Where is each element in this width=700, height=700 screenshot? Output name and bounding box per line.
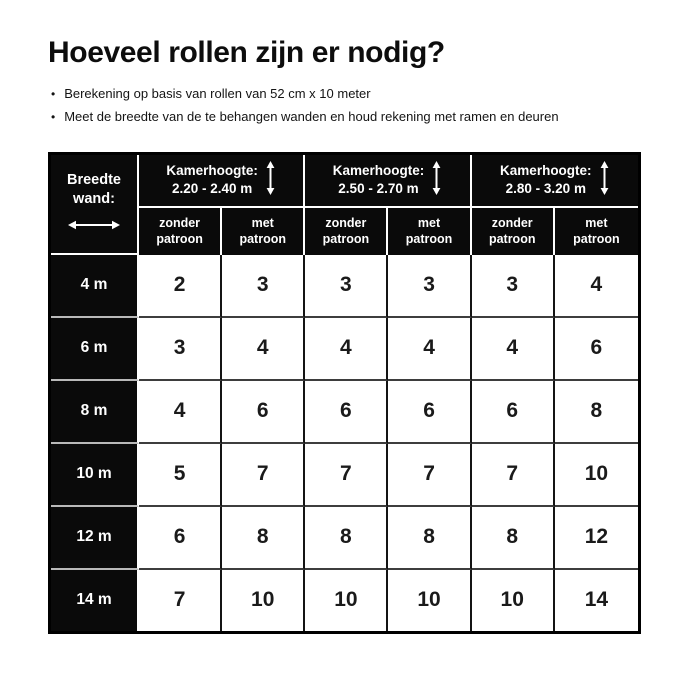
group-label-line2: 2.20 - 2.40 m: [171, 181, 253, 196]
group-label-line1: Kamerhoogte:: [500, 163, 592, 179]
value-cell: 6: [222, 381, 305, 444]
subheader-met-patroon: met patroon: [388, 208, 471, 255]
value-cell: 3: [305, 255, 388, 318]
table-row: [51, 444, 638, 507]
value-cell: 2: [139, 255, 222, 318]
value-cell: 10: [388, 570, 471, 631]
value-cell: 6: [305, 381, 388, 444]
left-right-arrow-icon: [51, 218, 137, 236]
up-down-arrow-icon: [431, 161, 442, 200]
up-down-arrow-icon: [599, 161, 610, 200]
group-label-line2: 2.80 - 3.20 m: [505, 181, 586, 196]
group-label-line1: Kamerhoogte:: [166, 163, 258, 179]
corner-label: Breedte wand:: [67, 172, 121, 207]
value-cell: 7: [472, 444, 555, 507]
value-cell: 7: [305, 444, 388, 507]
subheader-row: [51, 208, 638, 255]
value-cell: 10: [222, 570, 305, 631]
table-row: [51, 255, 638, 318]
row-label-cell: 4 m: [51, 255, 139, 318]
value-cell: 6: [388, 381, 471, 444]
note-item: [51, 86, 652, 102]
note-item: [51, 109, 652, 125]
value-cell: 3: [388, 255, 471, 318]
value-cell: 8: [388, 507, 471, 570]
note-text: • Berekening op basis van rollen van 52 cm x 10 meter: [64, 86, 371, 101]
up-down-arrow-icon: [265, 161, 276, 200]
value-cell: 8: [222, 507, 305, 570]
corner-header-cell: [51, 155, 139, 255]
value-cell: 6: [139, 507, 222, 570]
value-cell: 6: [555, 318, 638, 381]
value-cell: 4: [555, 255, 638, 318]
group-label-line2: 2.50 - 2.70 m: [338, 181, 419, 196]
table-row: [51, 381, 638, 444]
row-label-cell: 12 m: [51, 507, 139, 570]
subheader-met-patroon: met patroon: [555, 208, 638, 255]
value-cell: 5: [139, 444, 222, 507]
value-cell: 3: [472, 255, 555, 318]
row-label-cell: 6 m: [51, 318, 139, 381]
value-cell: 4: [472, 318, 555, 381]
value-cell: 12: [555, 507, 638, 570]
notes-list: [48, 86, 652, 126]
table-row: [51, 570, 638, 631]
value-cell: 8: [305, 507, 388, 570]
subheader-zonder-patroon: zonder patroon: [472, 208, 555, 255]
subheader-zonder-patroon: zonder patroon: [305, 208, 388, 255]
kamerhoogte-group-header-3: [472, 155, 638, 208]
value-cell: 7: [139, 570, 222, 631]
row-label-cell: 14 m: [51, 570, 139, 631]
value-cell: 7: [388, 444, 471, 507]
row-label-cell: 10 m: [51, 444, 139, 507]
note-text: • Meet de breedte van de te behangen wanden en houd rekening met ramen en deuren: [64, 109, 559, 125]
value-cell: 4: [388, 318, 471, 381]
rolls-needed-table: [48, 152, 641, 634]
value-cell: 3: [222, 255, 305, 318]
value-cell: 4: [222, 318, 305, 381]
kamerhoogte-group-header-1: [139, 155, 305, 208]
table-row: [51, 318, 638, 381]
subheader-met-patroon: met patroon: [222, 208, 305, 255]
value-cell: 14: [555, 570, 638, 631]
kamerhoogte-group-header-2: [305, 155, 471, 208]
value-cell: 8: [555, 381, 638, 444]
group-label-line1: Kamerhoogte:: [332, 163, 425, 179]
value-cell: 10: [555, 444, 638, 507]
value-cell: 10: [305, 570, 388, 631]
value-cell: 3: [139, 318, 222, 381]
value-cell: 4: [305, 318, 388, 381]
value-cell: 6: [472, 381, 555, 444]
page-title: Hoeveel rollen zijn er nodig?: [48, 36, 445, 69]
table-row: [51, 507, 638, 570]
value-cell: 7: [222, 444, 305, 507]
subheader-zonder-patroon: zonder patroon: [139, 208, 222, 255]
group-header-row: [51, 155, 638, 208]
row-label-cell: 8 m: [51, 381, 139, 444]
value-cell: 4: [139, 381, 222, 444]
value-cell: 10: [472, 570, 555, 631]
value-cell: 8: [472, 507, 555, 570]
